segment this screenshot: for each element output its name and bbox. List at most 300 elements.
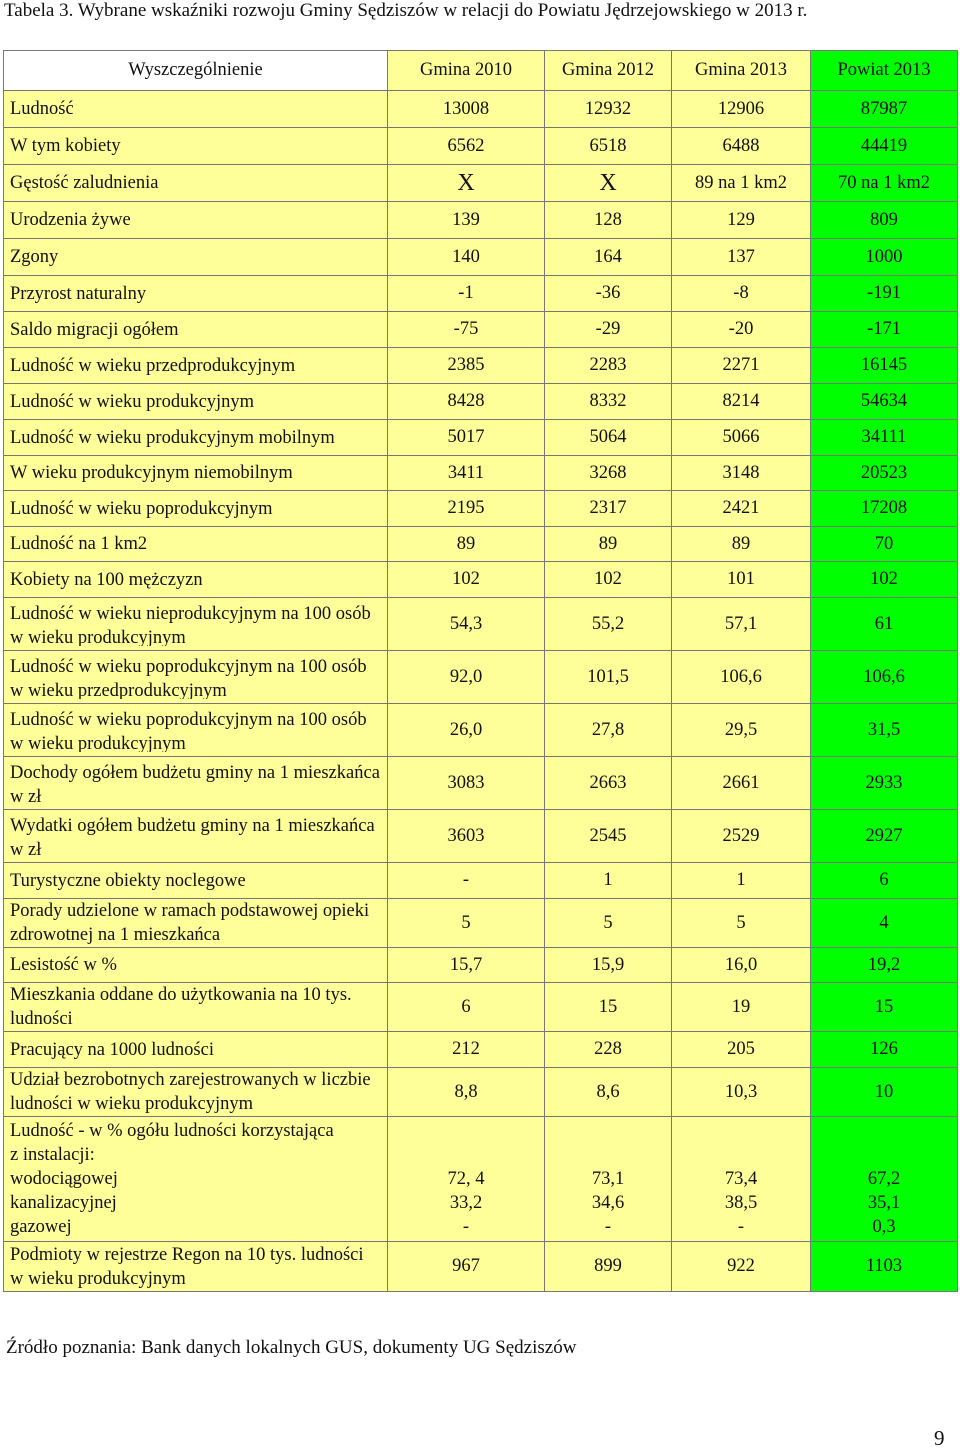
- row-label: Udział bezrobotnych zarejestrowanych w liczbie ludności w wieku produkcyjnym: [10, 1070, 371, 1114]
- value-gmina-2013: [672, 810, 811, 863]
- value-gmina-2012: [545, 983, 672, 1032]
- cell-value: 2421: [722, 498, 760, 518]
- value-powiat-2013: [811, 384, 958, 420]
- value-gmina-2013: [672, 165, 811, 202]
- cell-value: 2385: [447, 355, 485, 375]
- indicators-table: [3, 50, 958, 1292]
- page-number: 9: [934, 1426, 945, 1450]
- cell-value: 27,8: [591, 719, 625, 740]
- row-label: Turystyczne obiekty noclegowe: [10, 870, 246, 891]
- value-gmina-2012: [545, 562, 672, 598]
- cell-value: -171: [867, 319, 901, 339]
- cell-value: 6518: [589, 135, 627, 156]
- value-gmina-2010: [388, 1242, 545, 1292]
- cell-value: 5064: [589, 427, 627, 447]
- cell-value: 67,2 35,1 0,3: [867, 1169, 901, 1237]
- value-powiat-2013: [811, 757, 958, 810]
- value-gmina-2010: [388, 165, 545, 202]
- value-powiat-2013: [811, 128, 958, 165]
- row-label: Dochody ogółem budżetu gminy na 1 mieszkańca w zł: [10, 763, 380, 805]
- value-gmina-2012: [545, 948, 672, 983]
- value-gmina-2010: [388, 202, 545, 239]
- cell-value: 137: [727, 246, 755, 267]
- cell-value: 102: [870, 569, 898, 589]
- cell-value: 2283: [589, 355, 627, 375]
- row-label-cell: [4, 948, 388, 983]
- cell-value: 10,3: [724, 1081, 758, 1102]
- row-label: Gęstość zaludnienia: [10, 173, 159, 193]
- value-gmina-2010: [388, 983, 545, 1032]
- table-caption: Tabela 3. Wybrane wskaźniki rozwoju Gminy Sędziszów w relacji do Powiatu Jędrzejowskiego w 2013 r.: [4, 0, 808, 21]
- cell-value: 2927: [865, 825, 903, 846]
- value-gmina-2012: [545, 598, 672, 651]
- row-label-cell: [4, 384, 388, 420]
- table-row: [4, 598, 958, 651]
- value-gmina-2012: [545, 239, 672, 276]
- cell-value: 809: [870, 209, 898, 230]
- row-label-cell: [4, 1117, 388, 1242]
- table-row: [4, 491, 958, 527]
- cell-value: -1: [458, 283, 474, 303]
- cell-value: 922: [727, 1256, 755, 1276]
- row-label-cell: [4, 1242, 388, 1292]
- cell-value: 54,3: [449, 613, 483, 634]
- table-row: [4, 420, 958, 456]
- cell-value: 228: [594, 1039, 622, 1059]
- cell-value: 8428: [447, 391, 485, 411]
- row-label: Porady udzielone w ramach podstawowej opieki zdrowotnej na 1 mieszkańca: [10, 901, 370, 945]
- value-gmina-2013: [672, 128, 811, 165]
- table-body: [4, 91, 958, 1292]
- value-powiat-2013: [811, 527, 958, 562]
- value-gmina-2010: [388, 1032, 545, 1068]
- table-row: [4, 757, 958, 810]
- value-gmina-2013: [672, 757, 811, 810]
- cell-value: 5066: [722, 427, 760, 447]
- row-label: Urodzenia żywe: [10, 210, 131, 230]
- row-label: Ludność w wieku poprodukcyjnym: [10, 498, 273, 519]
- value-gmina-2012: [545, 128, 672, 165]
- value-gmina-2013: [672, 1068, 811, 1117]
- row-label: Ludność w wieku nieprodukcyjnym na 100 osób w wieku produkcyjnym: [10, 604, 371, 646]
- value-gmina-2012: [545, 1068, 672, 1117]
- value-gmina-2010: [388, 128, 545, 165]
- cell-value: 205: [727, 1039, 755, 1059]
- value-powiat-2013: [811, 202, 958, 239]
- cell-value: 3083: [447, 772, 485, 793]
- value-powiat-2013: [811, 1068, 958, 1117]
- value-powiat-2013: [811, 983, 958, 1032]
- value-gmina-2010: [388, 757, 545, 810]
- value-powiat-2013: [811, 456, 958, 491]
- value-powiat-2013: [811, 863, 958, 899]
- cell-value: 102: [452, 569, 480, 589]
- table-row: [4, 527, 958, 562]
- cell-value: 5017: [447, 427, 485, 447]
- table-row: [4, 312, 958, 348]
- table-row: [4, 704, 958, 757]
- table-row: [4, 239, 958, 276]
- value-gmina-2013: [672, 562, 811, 598]
- value-gmina-2010: [388, 491, 545, 527]
- cell-value: -29: [595, 319, 621, 339]
- row-label-cell: [4, 1068, 388, 1117]
- cell-value: 106,6: [720, 666, 762, 687]
- source-note: Źródło poznania: Bank danych lokalnych GUS, dokumenty UG Sędziszów: [6, 1337, 577, 1358]
- table-row: [4, 899, 958, 948]
- value-gmina-2013: [672, 863, 811, 899]
- cell-value: 2271: [722, 355, 760, 375]
- row-label-cell: [4, 348, 388, 384]
- row-label-cell: [4, 704, 388, 757]
- table-row: [4, 91, 958, 128]
- row-label-cell: [4, 128, 388, 165]
- value-gmina-2010: [388, 1117, 545, 1242]
- value-gmina-2012: [545, 276, 672, 312]
- row-label-cell: [4, 312, 388, 348]
- value-powiat-2013: [811, 1242, 958, 1292]
- row-label: Saldo migracji ogółem: [10, 319, 179, 340]
- row-label-cell: [4, 810, 388, 863]
- cell-value: 5: [461, 912, 471, 933]
- value-powiat-2013: [811, 348, 958, 384]
- cell-value: 8,6: [596, 1081, 620, 1102]
- row-label-cell: [4, 598, 388, 651]
- table-row: [4, 1068, 958, 1117]
- cell-value: 128: [594, 209, 622, 230]
- row-label-cell: [4, 757, 388, 810]
- cell-value: 16,0: [724, 954, 758, 975]
- row-label: Ludność - w % ogółu ludności korzystająca z instalacji: wodociągowej kanalizacyjnej gazowej: [10, 1121, 334, 1237]
- cell-value: 4: [879, 912, 889, 933]
- header-gmina-2010: Gmina 2010: [388, 51, 545, 91]
- cell-value: -36: [595, 283, 621, 303]
- cell-value: 101,5: [587, 666, 629, 687]
- value-powiat-2013: [811, 420, 958, 456]
- cell-value: 1000: [865, 246, 903, 267]
- table-row: [4, 456, 958, 491]
- row-label: Ludność w wieku przedprodukcyjnym: [10, 355, 296, 376]
- row-label: Ludność: [10, 99, 74, 119]
- cell-value: 2529: [722, 825, 760, 846]
- value-gmina-2012: [545, 899, 672, 948]
- cell-value: 8214: [722, 391, 760, 411]
- value-powiat-2013: [811, 899, 958, 948]
- value-gmina-2012: [545, 165, 672, 202]
- row-label: Pracujący na 1000 ludności: [10, 1039, 214, 1060]
- row-label-cell: [4, 863, 388, 899]
- value-gmina-2012: [545, 810, 672, 863]
- row-label: Kobiety na 100 mężczyzn: [10, 569, 203, 590]
- value-gmina-2013: [672, 983, 811, 1032]
- cell-value: 8,8: [454, 1081, 478, 1102]
- cell-value: 73,4 38,5 -: [724, 1169, 758, 1237]
- value-gmina-2010: [388, 276, 545, 312]
- cell-value: 129: [727, 209, 755, 230]
- cell-value: 15,7: [449, 954, 483, 975]
- value-gmina-2010: [388, 704, 545, 757]
- cell-value: 55,2: [591, 613, 625, 634]
- value-gmina-2012: [545, 456, 672, 491]
- cell-value: -20: [728, 319, 754, 339]
- value-powiat-2013: [811, 948, 958, 983]
- cell-value: 101: [727, 569, 755, 589]
- value-gmina-2013: [672, 651, 811, 704]
- value-gmina-2012: [545, 1242, 672, 1292]
- value-gmina-2012: [545, 1117, 672, 1242]
- cell-value: 61: [874, 613, 894, 634]
- value-gmina-2012: [545, 384, 672, 420]
- cell-value: 13008: [442, 98, 490, 119]
- cell-value: 3268: [589, 462, 627, 483]
- row-label: Podmioty w rejestrze Regon na 10 tys. ludności w wieku produkcyjnym: [10, 1244, 364, 1289]
- row-label: Zgony: [10, 247, 59, 267]
- value-powiat-2013: [811, 704, 958, 757]
- cell-value: 26,0: [449, 719, 483, 740]
- cell-value: 126: [870, 1039, 898, 1059]
- value-gmina-2010: [388, 651, 545, 704]
- cell-value: 87987: [860, 98, 908, 119]
- value-powiat-2013: [811, 1117, 958, 1242]
- row-label-cell: [4, 202, 388, 239]
- header-powiat-2013: Powiat 2013: [811, 51, 958, 91]
- table-row: [4, 276, 958, 312]
- cell-value: 16145: [860, 355, 908, 375]
- cell-value: 10: [874, 1081, 894, 1102]
- cell-value: 164: [594, 246, 622, 267]
- cell-value: -191: [867, 283, 901, 303]
- cell-value: 2663: [589, 772, 627, 793]
- value-gmina-2012: [545, 527, 672, 562]
- row-label: Mieszkania oddane do użytkowania na 10 tys. ludności: [10, 985, 352, 1029]
- value-gmina-2012: [545, 491, 672, 527]
- row-label: Ludność w wieku produkcyjnym: [10, 391, 255, 412]
- cell-value: X: [599, 169, 617, 196]
- cell-value: 6: [461, 996, 471, 1017]
- row-label-cell: [4, 91, 388, 128]
- value-gmina-2010: [388, 562, 545, 598]
- cell-value: 8332: [589, 391, 627, 411]
- cell-value: 15: [874, 996, 894, 1017]
- value-gmina-2013: [672, 384, 811, 420]
- cell-value: 106,6: [863, 666, 905, 687]
- header-gmina-2013: Gmina 2013: [672, 51, 811, 91]
- value-gmina-2010: [388, 527, 545, 562]
- cell-value: 102: [594, 569, 622, 589]
- table-row: [4, 983, 958, 1032]
- value-gmina-2012: [545, 202, 672, 239]
- table-row: [4, 384, 958, 420]
- cell-value: 2933: [865, 772, 903, 793]
- value-gmina-2010: [388, 456, 545, 491]
- cell-value: 6488: [722, 135, 760, 156]
- value-gmina-2010: [388, 312, 545, 348]
- value-gmina-2013: [672, 91, 811, 128]
- value-gmina-2010: [388, 420, 545, 456]
- cell-value: -8: [733, 283, 749, 303]
- value-gmina-2013: [672, 312, 811, 348]
- value-gmina-2010: [388, 239, 545, 276]
- row-label: Wydatki ogółem budżetu gminy na 1 mieszkańca w zł: [10, 816, 375, 858]
- table-row: [4, 1117, 958, 1242]
- cell-value: 139: [452, 209, 480, 230]
- value-powiat-2013: [811, 651, 958, 704]
- table-row: [4, 651, 958, 704]
- header-description: Wyszczególnienie: [4, 51, 388, 91]
- value-gmina-2013: [672, 1032, 811, 1068]
- row-label: Ludność w wieku poprodukcyjnym na 100 osób w wieku produkcyjnym: [10, 710, 367, 752]
- table-row: [4, 128, 958, 165]
- row-label: Przyrost naturalny: [10, 283, 147, 304]
- cell-value: 3411: [447, 462, 485, 483]
- cell-value: 12906: [717, 98, 765, 119]
- value-powiat-2013: [811, 91, 958, 128]
- cell-value: 2195: [447, 498, 485, 518]
- table-row: [4, 1242, 958, 1292]
- table-row: [4, 165, 958, 202]
- cell-value: 17208: [860, 498, 908, 518]
- value-gmina-2012: [545, 651, 672, 704]
- cell-value: X: [457, 169, 475, 196]
- row-label-cell: [4, 456, 388, 491]
- cell-value: 34111: [861, 427, 907, 447]
- value-gmina-2010: [388, 899, 545, 948]
- value-powiat-2013: [811, 810, 958, 863]
- cell-value: 31,5: [867, 719, 901, 740]
- cell-value: 2661: [722, 772, 760, 793]
- value-gmina-2010: [388, 948, 545, 983]
- value-gmina-2013: [672, 239, 811, 276]
- value-powiat-2013: [811, 239, 958, 276]
- cell-value: 899: [594, 1256, 622, 1276]
- cell-value: 15: [598, 996, 618, 1017]
- value-gmina-2012: [545, 704, 672, 757]
- value-powiat-2013: [811, 165, 958, 202]
- value-gmina-2013: [672, 276, 811, 312]
- cell-value: 967: [452, 1256, 480, 1276]
- cell-value: 44419: [860, 135, 908, 156]
- cell-value: 5: [603, 912, 613, 933]
- cell-value: 2317: [589, 498, 627, 518]
- value-powiat-2013: [811, 312, 958, 348]
- cell-value: 1: [603, 870, 613, 890]
- cell-value: 57,1: [724, 613, 758, 634]
- value-gmina-2012: [545, 348, 672, 384]
- value-gmina-2013: [672, 899, 811, 948]
- cell-value: 73,1 34,6 -: [591, 1169, 625, 1237]
- value-powiat-2013: [811, 598, 958, 651]
- value-powiat-2013: [811, 276, 958, 312]
- cell-value: 72, 4 33,2 -: [447, 1169, 485, 1237]
- value-gmina-2010: [388, 863, 545, 899]
- value-gmina-2010: [388, 1068, 545, 1117]
- cell-value: 29,5: [724, 719, 758, 740]
- table-row: [4, 863, 958, 899]
- cell-value: 54634: [860, 391, 908, 411]
- cell-value: 70: [874, 533, 894, 554]
- row-label-cell: [4, 276, 388, 312]
- row-label: Ludność na 1 km2: [10, 534, 148, 554]
- row-label: Ludność w wieku poprodukcyjnym na 100 osób w wieku przedprodukcyjnym: [10, 657, 367, 699]
- cell-value: 19,2: [867, 954, 901, 975]
- table-row: [4, 810, 958, 863]
- value-gmina-2013: [672, 456, 811, 491]
- value-gmina-2013: [672, 1242, 811, 1292]
- value-gmina-2013: [672, 348, 811, 384]
- value-gmina-2010: [388, 384, 545, 420]
- value-powiat-2013: [811, 562, 958, 598]
- cell-value: 89: [598, 533, 618, 554]
- row-label-cell: [4, 899, 388, 948]
- table-row: [4, 348, 958, 384]
- cell-value: 92,0: [449, 666, 483, 687]
- cell-value: 1: [736, 870, 746, 890]
- cell-value: 89: [456, 533, 476, 554]
- cell-value: 89: [731, 533, 751, 554]
- row-label: W wieku produkcyjnym niemobilnym: [10, 463, 293, 483]
- cell-value: 20523: [860, 462, 908, 483]
- value-gmina-2013: [672, 598, 811, 651]
- cell-value: 6: [879, 870, 889, 890]
- cell-value: 1103: [865, 1256, 903, 1276]
- row-label: W tym kobiety: [10, 136, 121, 156]
- value-gmina-2010: [388, 598, 545, 651]
- row-label-cell: [4, 239, 388, 276]
- cell-value: 12932: [584, 98, 632, 119]
- cell-value: 2545: [589, 825, 627, 846]
- value-gmina-2013: [672, 1117, 811, 1242]
- value-gmina-2012: [545, 312, 672, 348]
- cell-value: 5: [736, 912, 746, 933]
- cell-value: -75: [453, 319, 479, 339]
- value-gmina-2013: [672, 420, 811, 456]
- value-gmina-2013: [672, 202, 811, 239]
- value-gmina-2013: [672, 491, 811, 527]
- value-gmina-2012: [545, 863, 672, 899]
- row-label-cell: [4, 562, 388, 598]
- row-label: Ludność w wieku produkcyjnym mobilnym: [10, 427, 335, 448]
- row-label-cell: [4, 491, 388, 527]
- value-gmina-2013: [672, 704, 811, 757]
- row-label-cell: [4, 983, 388, 1032]
- cell-value: 19: [731, 996, 751, 1017]
- value-gmina-2012: [545, 757, 672, 810]
- row-label-cell: [4, 651, 388, 704]
- value-gmina-2010: [388, 348, 545, 384]
- value-gmina-2012: [545, 420, 672, 456]
- cell-value: 140: [452, 246, 480, 267]
- row-label-cell: [4, 1032, 388, 1068]
- value-gmina-2013: [672, 948, 811, 983]
- row-label-cell: [4, 165, 388, 202]
- value-gmina-2012: [545, 91, 672, 128]
- cell-value: 15,9: [591, 954, 625, 975]
- value-gmina-2012: [545, 1032, 672, 1068]
- cell-value: 70 na 1 km2: [838, 172, 930, 193]
- table-header-row: [4, 51, 958, 91]
- row-label: Lesistość w %: [10, 955, 117, 975]
- value-gmina-2010: [388, 810, 545, 863]
- cell-value: -: [462, 870, 470, 890]
- cell-value: 3603: [447, 825, 485, 846]
- row-label-cell: [4, 420, 388, 456]
- table-row: [4, 562, 958, 598]
- cell-value: 6562: [447, 135, 485, 156]
- table-row: [4, 1032, 958, 1068]
- table-row: [4, 948, 958, 983]
- value-gmina-2010: [388, 91, 545, 128]
- value-powiat-2013: [811, 491, 958, 527]
